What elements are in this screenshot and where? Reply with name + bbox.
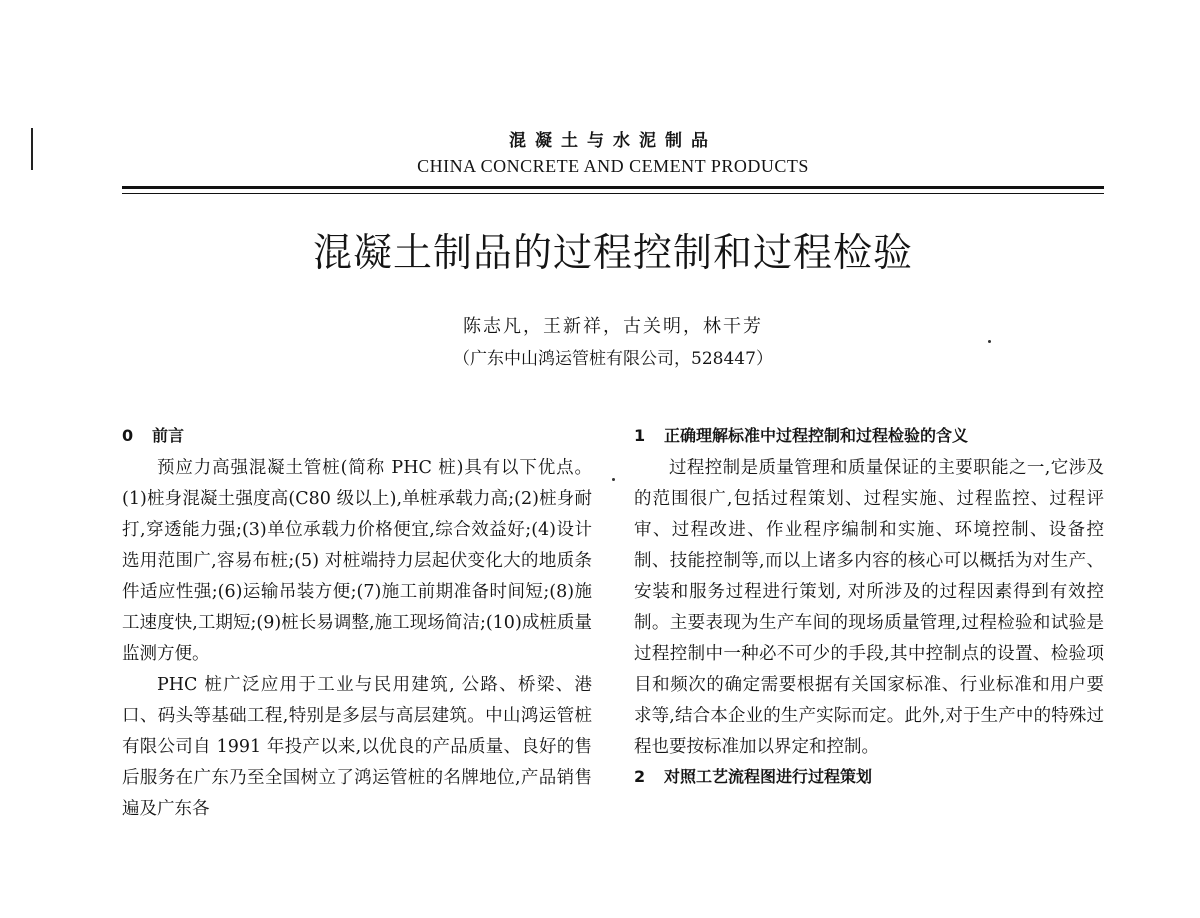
article-affiliation: （广东中山鸿运管桩有限公司，528447）: [453, 349, 773, 369]
header-rule-thin: [122, 193, 1104, 194]
section-0-paragraph-2: PHC 桩广泛应用于工业与民用建筑, 公路、桥梁、港口、码头等基础工程,特别是多层与高层建筑。中山鸿运管桩有限公司自 1991 年投产以来,以优良的产品质量、良好的售后服务在广东乃至全国树立了鸿运管桩的名牌地位,产品销售遍及广东各: [122, 675, 592, 819]
page-margin-mark: [31, 128, 33, 170]
scan-speck: [612, 478, 615, 481]
section-1-heading: [634, 422, 1104, 450]
section-2-number: 2: [634, 767, 646, 786]
section-1-paragraph-1: 过程控制是质量管理和质量保证的主要职能之一,它涉及的范围很广,包括过程策划、过程实施、过程监控、过程评审、过程改进、作业程序编制和实施、环境控制、设备控制、技能控制等,而以上诸多内容的核心可以概括为对生产、安装和服务过程进行策划, 对所涉及的过程因素得到有效控制。主要表现为生产车间的现场质量管理,过程检验和试验是过程控制中一种必不可少的手段,其中控制点的设置、检验项目和频次的确定需要根据有关国家标准、行业标准和用户要求等,结合本企业的生产实际而定。此外,对于生产中的特殊过程也要按标准加以界定和控制。: [634, 458, 1104, 757]
section-0-number: 0: [122, 426, 134, 445]
header-rule-thick: [122, 186, 1104, 189]
journal-name-cn: 混凝土与水泥制品: [509, 131, 717, 151]
article-title: 混凝土制品的过程控制和过程检验: [312, 231, 913, 276]
left-column: [122, 422, 592, 825]
journal-name-en: CHINA CONCRETE AND CEMENT PRODUCTS: [417, 156, 809, 176]
article-authors: 陈志凡，王新祥，古关明，林干芳: [463, 316, 763, 337]
section-0-paragraph-1: 预应力高强混凝土管桩(简称 PHC 桩)具有以下优点。(1)桩身混凝土强度高(C80 级以上),单桩承载力高;(2)桩身耐打,穿透能力强;(3)单位承载力价格便宜,综合效益好;(4)设计选用范围广,容易布桩;(5) 对桩端持力层起伏变化大的地质条件适应性强;(6)运输吊装方便;(7)施工前期准备时间短;(8)施工速度快,工期短;(9)桩长易调整,施工现场简洁;(10)成桩质量监测方便。: [122, 458, 592, 664]
section-0-title: 前言: [152, 426, 185, 445]
journal-header: [122, 130, 1104, 178]
section-1-title: 正确理解标准中过程控制和过程检验的含义: [664, 426, 969, 445]
section-1-number: 1: [634, 426, 646, 445]
section-2-heading: [634, 763, 1104, 791]
right-column: [634, 422, 1104, 794]
scan-speck: [988, 340, 991, 343]
section-2-title: 对照工艺流程图进行过程策划: [664, 767, 873, 786]
section-0-heading: [122, 422, 592, 450]
